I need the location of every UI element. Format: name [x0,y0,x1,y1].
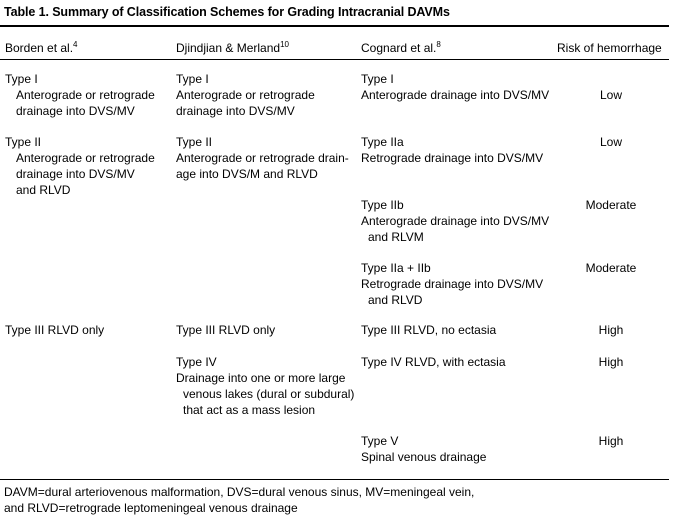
risk-type-2a: Low [599,135,622,149]
djindjian-type-1-label: Type I [176,72,209,86]
cognard-type-3: Type III RLVD, no ectasia [361,323,497,337]
header-cognard-label: Cognard et al. [361,41,437,55]
borden-type-1-desc: drainage into DVS/MV [16,104,135,118]
cognard-type-2a-2b-desc: Retrograde drainage into DVS/MV [361,277,544,291]
djindjian-type-3: Type III RLVD only [176,323,276,337]
risk-type-4: High [598,355,624,369]
footnote-line-2: and RLVD=retrograde leptomeningeal venous drainage [4,501,298,515]
borden-type-3: Type III RLVD only [5,323,105,337]
header-borden-ref: 4 [73,40,78,49]
cognard-type-2b [361,197,549,245]
borden-type-1-desc: Anterograde or retrograde [16,88,155,102]
djindjian-type-1-desc: Anterograde or retrograde [176,88,315,102]
borden-type-1 [5,71,155,119]
djindjian-type-2-label: Type II [176,135,213,149]
cognard-type-4: Type IV RLVD, with ectasia [361,355,506,369]
cognard-type-2a-label: Type IIa [361,135,404,149]
djindjian-type-4-label: Type IV [176,355,217,369]
cognard-type-2a-2b [361,260,543,308]
header-rule [0,59,669,60]
footnote-line-1: DAVM=dural arteriovenous malformation, DVS=dural venous sinus, MV=meningeal vein, [4,485,475,499]
cognard-type-1-label: Type I [361,72,394,86]
bottom-rule [0,479,669,480]
risk-type-2a-2b: Moderate [585,261,637,275]
header-djindjian-ref: 10 [280,40,289,49]
header-borden-label: Borden et al. [5,41,74,55]
borden-type-1-label: Type I [5,72,38,86]
borden-type-2-label: Type II [5,135,42,149]
cognard-type-5-desc: Spinal venous drainage [361,450,487,464]
cognard-type-2b-desc: and RLVM [368,230,424,244]
djindjian-type-1 [176,71,315,119]
djindjian-type-2-desc: Anterograde or retrograde drain- [176,151,349,165]
cognard-type-2a-desc: Retrograde drainage into DVS/MV [361,151,544,165]
cognard-type-5-label: Type V [361,434,399,448]
risk-type-1: Low [599,88,622,102]
cognard-type-5 [361,433,486,465]
risk-type-3: High [598,323,624,337]
borden-type-2-desc: and RLVD [16,183,71,197]
borden-type-2-desc: drainage into DVS/MV [16,167,135,181]
djindjian-type-4-desc: venous lakes (dural or subdural) [183,387,355,401]
djindjian-type-2 [176,134,349,182]
cognard-type-2a [361,134,543,166]
table-title: Table 1. Summary of Classification Schemes for Grading Intracranial DAVMs [4,5,450,19]
djindjian-type-4 [176,354,354,418]
djindjian-type-2-desc: age into DVS/M and RLVD [176,167,318,181]
djindjian-type-4-desc: Drainage into one or more large [176,371,346,385]
header-risk: Risk of hemorrhage [557,41,662,55]
borden-type-2 [5,134,155,198]
header-borden [5,40,78,56]
header-djindjian [176,40,289,56]
header-djindjian-label: Djindjian & Merland [176,41,281,55]
risk-type-5: High [598,434,624,448]
cognard-type-2a-2b-label: Type IIa + IIb [361,261,431,275]
risk-type-2b: Moderate [585,198,637,212]
title-rule [0,25,669,27]
cognard-type-2a-2b-desc: and RLVD [368,293,423,307]
cognard-type-1-desc: Anterograde drainage into DVS/MV [361,88,550,102]
djindjian-type-1-desc: drainage into DVS/MV [176,104,295,118]
cognard-type-2b-label: Type IIb [361,198,404,212]
borden-type-2-desc: Anterograde or retrograde [16,151,155,165]
cognard-type-1 [361,71,549,103]
footnote [4,484,474,516]
djindjian-type-4-desc: that act as a mass lesion [183,403,316,417]
header-cognard [361,40,441,56]
cognard-type-2b-desc: Anterograde drainage into DVS/MV [361,214,550,228]
header-cognard-ref: 8 [436,40,441,49]
